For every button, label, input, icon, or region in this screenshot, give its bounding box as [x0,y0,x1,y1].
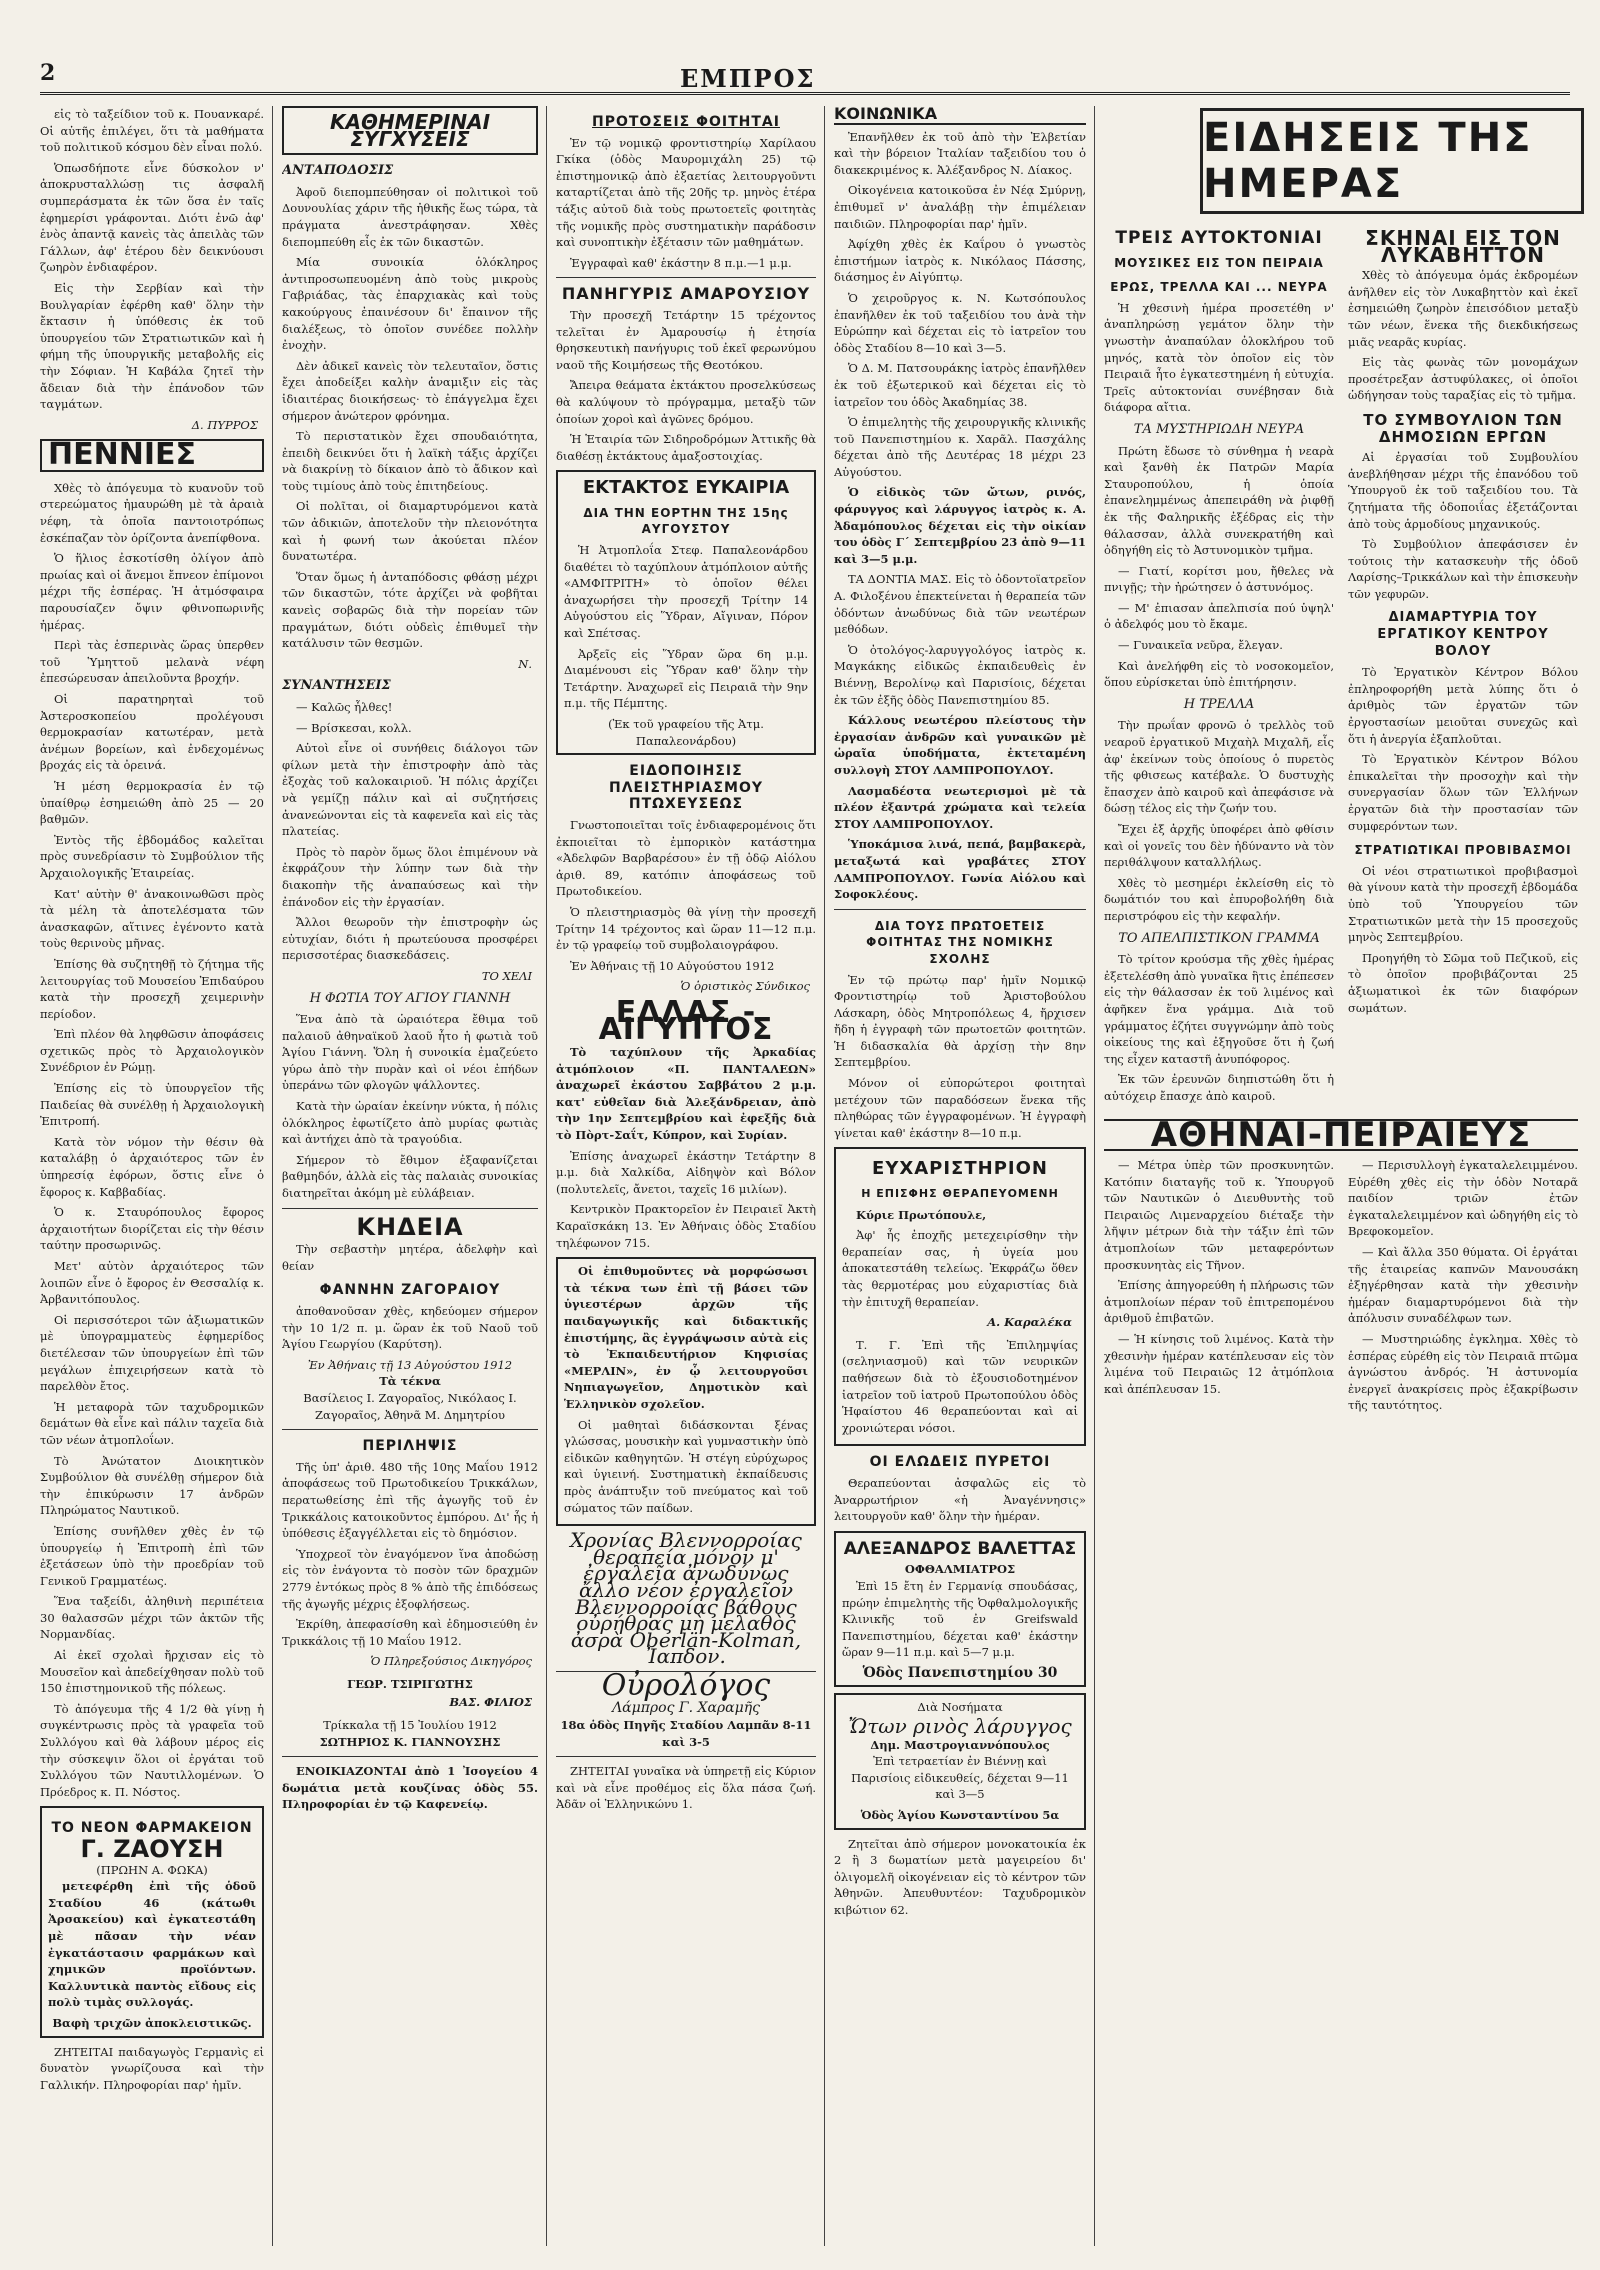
article-text: Ἐπὶ πλέον θὰ ληφθῶσιν ἀποφάσεις σχετικῶς πρὸς τὸ Ἀρχαιολογικὸν Συνέδριον ἐν Ρώμῃ. [40,1027,264,1075]
ad-body: Ἐπὶ τετραετίαν ἐν Βιέννῃ καὶ Παρισίοις εἰδικευθείς, δέχεται 9—11 καὶ 3—5 [851,1754,1069,1802]
ent-ad [834,1693,1086,1829]
article-text: Τὸ Συμβούλιον ἀπεφάσισεν ἐν τούτοις τὴν κατασκευὴν τῆς ὁδοῦ Λαρίσης–Τρικκάλων καὶ τὴν ἐπισκευὴν τῶν γεφυρῶν. [1348,537,1578,601]
article-text: Πρώτη ἔδωσε τὸ σύνθημα ἡ νεαρὰ καὶ ξανθὴ ἐκ Πατρῶν Μαρία Σταυροπούλου, ἡ ὁποία ἐπανελημμένως ἀπεπειράθη νὰ ῥιφθῇ ἐκ τῆς Φαληρικῆς ἐξέδρας εἰς τὴν θάλασσαν, ἀλλὰ συνεκρατήθη καὶ ὁδηγήθη εἰς τὸ Ἀστυνομικὸν τμῆμα. [1104,443,1334,558]
ad-body: Κεντρικὸν Πρακτορεῖον ἐν Πειραιεῖ Ἀκτὴ Καραϊσκάκη 13. Ἐν Ἀθήναις ὁδὸς Σταδίου τηλέφωνον 715. [556,1202,816,1250]
section-title-pennies: ΠΕΝΝΙΕΣ [40,439,264,472]
article-text: Ὁ πλειστηριασμὸς θὰ γίνῃ τὴν προσεχῆ Τρίτην 14 τρέχοντος καὶ ὥραν 11—12 π.μ. ἐν τῷ γραφείῳ τοῦ συμβολαιογράφου. [556,904,816,953]
article-text: Ὁ ἥλιος ἐσκοτίσθη ὀλίγον ἀπὸ πρωίας καὶ οἱ ἄνεμοι ἔπνεον ἐπίμονοι μέχρι τῆς ἑσπέρας. Ἡ ἀτμόσφαιρα παρουσίαζεν ὄψιν φθινοπωρινῆς ἡμέρας. [40,551,264,632]
article-text: — Καὶ ἄλλα 350 θύματα. Οἱ ἐργάται τῆς ἑταιρείας καπνῶν Μανουσάκη ἐξηγέρθησαν κατὰ τὴν χθεσινὴν ἡμέραν διαμαρτυρόμενοι διὰ τὴν ἀπόλυσιν συναδέλφων των. [1348,1245,1578,1326]
article-text: Ἐπανῆλθεν ἐκ τοῦ ἀπὸ τὴν Ἑλβετίαν καὶ τὴν βόρειον Ἰταλίαν ταξειδίου του ὁ διακεκριμένος κ. Ἀλέξανδρος Ν. Δίακος. [834,129,1086,177]
urologist-address: 18α ὁδὸς Πηγῆς Σταδίου Λαμπᾶν 8-11 καὶ 3-5 [560,1718,812,1749]
ad-subtitle: Διὰ Νοσήματα [917,1700,1003,1715]
classified-ad: Ζητεῖται ἀπὸ σήμερον μονοκατοικία ἐκ 2 ἢ 3 δωματίων μετὰ μαγειρείου δι' ὀλιγομελῆ οἰκογένειαν εἰς τὸ κέντρον τῶν Ἀθηνῶν. Ἀπευθυντέον: Ταχυδρομικὸν κιβώτιον 62. [834,1836,1086,1917]
article-subtitle: ΜΟΥΣΙΚΕΣ ΕΙΣ ΤΟΝ ΠΕΙΡΑΙΑ [1114,255,1324,270]
article-text: Οἱ παρατηρηταὶ τοῦ Ἀστεροσκοπείου προλέγουσι θερμοκρασίαν κατωτέραν, μετὰ ἀνέμων βορείων, καὶ ἐνδεχομένως βροχάς εἰς τὰ ὀρεινά. [40,692,264,773]
ad-title: Ὤτων ρινὸς λάρυγγος [848,1714,1072,1739]
article-text: Σήμερον τὸ ἔθιμον ἐξαφανίζεται βαθμηδόν, ἀλλὰ εἰς τὰς παλαιὰς συνοικίας διατηρεῖται ἀκόμη μὲ εὐλάβειαν. [282,1152,538,1201]
ad-address: Ὁδὸς Πανεπιστημίου 30 [862,1664,1058,1681]
clinic-ad: Χρονίας Βλεννορροίας θεραπεία μόνον μ' ἐργαλεῖα ἀνωδύνως ἄλλο νέον ἐργαλεῖον Βλεννορροίας βάθους οὐρήθρας μὴ μελαθὸς ἀσρὰ Oberlän-Kolman, Ἰαπδον. [570,1528,802,1669]
article-text: Ἐν τῷ νομικῷ φροντιστηρίῳ Χαρίλαου Γκίκα (ὁδὸς Μαυρομιχάλη 25) τῷ ἐπιστημονικῷ ἀπὸ ἐξαετίας λειτουργοῦντι καταρτίζεται ἀπὸ τῆς 20ῆς τρ. μηνὸς ἑτέρα τάξις αὐτοῦ διὰ τοὺς πρωτοετεῖς φοιτητὰς τῆς νομικῆς πρὸς συστηματικὴν παράδοσιν καὶ συνοπτικὴν ἐξέτασιν τῶν μαθημάτων. [556,135,816,250]
article-text: Αἱ ἐκεῖ σχολαὶ ἤρχισαν εἰς τὸ Μουσεῖον καὶ ἀπεδείχθησαν πολὺ τοῦ 150 ἐπιστημονικοῦ τῆς πόλεως. [40,1648,264,1696]
article-text: Θεραπεύονται ἀσφαλῶς εἰς τὸ Ἀναρρωτήριον «ἡ Ἀναγέννησις» λειτουργοῦν καθ' ὅλην τὴν ἡμέραν. [834,1475,1086,1524]
article-text: Εἰς τὰς φωνὰς τῶν μονομάχων προσέτρεξαν ἀστυφύλακες, οἱ ὁποῖοι ὡδήγησαν τοὺς ταραξίας εἰς τὸ τμῆμα. [1348,355,1578,403]
article-title: ΠΑΝΗΓΥΡΙΣ ΑΜΑΡΟΥΣΙΟΥ [561,284,811,304]
article-title: ΔΙΑ ΤΟΥΣ ΠΡΩΤΟΕΤΕΙΣ ΦΟΙΤΗΤΑΣ ΤΗΣ ΝΟΜΙΚΗΣ ΣΧΟΛΗΣ [866,918,1054,966]
article-text: Προηγήθη τὸ Σῶμα τοῦ Πεζικοῦ, εἰς τὸ ὁποῖον προβιβάζονται 25 ἀξιωματικοὶ ἐκ τῶν διαφόρων σωμάτων. [1348,950,1578,1015]
funeral-names: Βασίλειος Ι. Ζαγοραῖος, Νικόλαος Ι. Ζαγοραῖος, Ἀθηνᾶ Μ. Δημητρίου [303,1390,517,1422]
article-title: ΕΙΔΟΠΟΙΗΣΙΣ ΠΛΕΙΣΤΗΡΙΑΣΜΟΥ ΠΤΩΧΕΥΣΕΩΣ [609,763,763,813]
article-text: Αἱ ἐργασίαι τοῦ Συμβουλίου ἀνεβλήθησαν μέχρι τῆς ἐπανόδου τοῦ Ὑπουργοῦ ἐκ τοῦ ταξειδίου του. Τὰ ζητήματα τῆς ὁδοποιΐας ἐξετάζονται ἀπὸ τοὺς ἁρμοδίους μηχανικούς. [1348,450,1578,531]
article-text: Ἐκ τῶν ἐρευνῶν διηπιστώθη ὅτι ἡ αὐτόχειρ ἔπασχε ἀπὸ καιροῦ. [1104,1072,1334,1103]
article-text: Εἰς τὴν Σερβίαν καὶ τὴν Βουλγαρίαν ἐφέρθη καθ' ὅλην τὴν ἔκτασιν ἡ ὑπόθεσις ἐκ τοῦ ὑπουργείου τῶν Στρατιωτικῶν καὶ ἡ φήμη τῆς ὑπουργικῆς μεταβολῆς εἰς τὴν Σόφιαν. Ἡ Καβάλα ζητεῖ τὴν ἄδειαν διὰ τὴν ἐπάνοδον τῶν ταγμάτων. [40,280,264,412]
news-right [1348,222,1578,1109]
article-text: Ἄπειρα θεάματα ἐκτάκτου προσελκύσεως θὰ καλύψουν τὸ πρόγραμμα, μεταξὺ τῶν ὁποίων χοροὶ καὶ ἀγῶνες δρόμου. [556,378,816,426]
article-text: Ἡ Ἑταιρία τῶν Σιδηροδρόμων Ἀττικῆς θὰ διαθέσῃ ἐκτάκτους ἁμαξοστοιχίας. [556,432,816,463]
proclamation-title: ΠΕΡΙΛΗΨΙΣ [362,1438,458,1455]
page-number: 2 [40,60,56,86]
section-title-athens-piraeus: ΑΘΗΝΑΙ-ΠΕΙΡΑΙΕΥΣ [1104,1119,1578,1152]
article-text: Χθὲς τὸ ἀπόγευμα ὁμάς ἐκδρομέων ἀνῆλθεν εἰς τὸν Λυκαβηττὸν καὶ ἐκεῖ ἐσημειώθη ζωηρὸν ἐπεισόδιον μεταξὺ τῶν νέων, ἕνεκα τῆς διεκδικήσεως μιᾶς νεαρᾶς κυρίας. [1348,268,1578,349]
funeral-name: ΦΑΝΝΗΝ ΖΑΓΟΡΑΙΟΥ [319,1282,501,1299]
article-text: Τῆς ὑπ' ἀριθ. 480 τῆς 10ης Μαΐου 1912 ἀποφάσεως τοῦ Πρωτοδικείου Τρικκάλων, περατωθείσης ἐπὶ τῆς ἀγωγῆς τοῦ ἐν Τρικκάλοις κατοικοῦντος ἐμπόρου. Δι' ἧς ἡ ὑπόθεσις ἐξαγγέλλεται εἰς τὸ δημόσιον. [282,1459,538,1541]
article-title: ΣΤΡΑΤΙΩΤΙΚΑΙ ΠΡΟΒΙΒΑΣΜΟΙ [1354,843,1572,858]
ad-address: Ὁδὸς Ἁγίου Κωνσταντίνου 5α [860,1808,1060,1823]
signature-name: ΣΩΤΗΡΙΟΣ Κ. ΓΙΑΝΝΟΥΣΗΣ [319,1734,501,1749]
column-rule [546,106,547,2246]
article-text: Οἱ νέοι στρατιωτικοὶ προβιβασμοὶ θὰ γίνουν κατὰ τὴν προσεχῆ ἑβδομάδα ὑπὸ τοῦ Ὑπουργείου τῶν Στρατιωτικῶν μετὰ τὴν 15 προσεχοῦς μηνὸς Σεπτεμβρίου. [1348,863,1578,945]
notice-text: Κύριε Πρωτόπουλε, [856,1207,987,1222]
article-text: εἰς τὸ ταξείδιον τοῦ κ. Πουανκαρέ. Οἱ αὐτῆς ἐπιλέγει, ὅτι τὰ μαθήματα τοῦ πολιτικοῦ κόσμου δὲν εἶναι πολύ. [40,107,264,155]
article-text: Ὑποχρεοῖ τὸν ἐναγόμενον ἵνα ἀποδώσῃ εἰς τὸν ἐνάγοντα τὸ ποσὸν τῶν δραχμῶν 2779 ἐντόκως πρὸς 8 % ἀπὸ τῆς ἐπιδόσεως τῆς ἀγωγῆς μέχρις ἐξοφλήσεως. [282,1546,538,1611]
article-text: Τὴν πρωΐαν φρονῶ ὁ τρελλὸς τοῦ νεαροῦ ἐργατικοῦ Μιχαὴλ Μιχαλῆ, εἷς ἀφ' ἑκείνων τοὺς ὁποίους ὁ πυρετὸς τῆς φθισεως κατέβαλε. Ὁ δυστυχὴς ἔπασχεν ἀπὸ καιροῦ καὶ ἀπεφάσισε νὰ δώσῃ τέλος εἰς τὴν ζωήν του. [1104,718,1334,816]
classified-ad: ΖΗΤΕΙΤΑΙ γυναῖκα νὰ ὑπηρετῇ εἰς Κύριον καὶ νὰ εἶνε προθέμος εἰς ὅλα πάσα ζωή. Ἀδᾶν οἱ Ἐλληνικώνυ 1. [556,1764,816,1812]
article-text: — Ἡ κίνησις τοῦ λιμένος. Κατὰ τὴν χθεσινὴν ἡμέραν κατέπλευσαν εἰς τὸν λιμένα τοῦ Πειραιῶς 12 ἀτμόπλοια καὶ ἀπέπλευσαν 15. [1104,1332,1334,1396]
article-text: Χθὲς τὸ μεσημέρι ἐκλείσθη εἰς τὸ δωμάτιόν του καὶ ἐπυροβολήθη διὰ περιστρόφου εἰς τὴν κεφαλήν. [1104,875,1334,923]
article-text: Ὁ εἰδικὸς τῶν ὤτων, ρινός, φάρυγγος καὶ λάρυγγος ἰατρὸς κ. Α. Ἀδαμόπουλος δέχεται εἰς τὴν οἰκίαν του ὁδὸς Γ΄ Σεπτεμβρίου 23 ἀπὸ 9—11 καὶ 3—5 μ.μ. [834,485,1086,566]
divider [556,1756,816,1757]
urologist-name: Λάμπρος Γ. Χαραμῆς [612,1700,760,1717]
article-text: Ἐπίσης εἰς τὸ ὑπουργεῖον τῆς Παιδείας θὰ συνέλθῃ ἡ Ἀρχαιολογικὴ Ἐπιτροπή. [40,1081,264,1129]
ad-name: ΑΛΕΞΑΝΔΡΟΣ ΒΑΛΕΤΤΑΣ [843,1538,1077,1559]
article-text: Χθὲς τὸ ἀπόγευμα τὸ κυανοῦν τοῦ στερεώματος ἠμαυρώθη μὲ τὰ ἀραιὰ νέφη, τὰ ὁποῖα παντοιοτρόπως ἐσκέπαζαν τὸν ὁρίζοντα ἀνεπίφθονα. [40,480,264,545]
news-columns [1104,222,1578,1109]
top-rule [40,92,1570,95]
article-text: Οἰκογένεια κατοικοῦσα ἐν Νέᾳ Σμύρνῃ, ἐπιθυμεῖ ν' ἀναλάβῃ τὴν ἐπιμέλειαν παιδιῶν. Πληροφορίαι παρ' ἡμῖν. [834,183,1086,231]
article-title: ΣΚΗΝΑΙ ΕΙΣ ΤΟΝ ΛΥΚΑΒΗΤΤΟΝ [1365,226,1561,267]
article-text: Ὅταν ὅμως ἡ ἀνταπόδοσις φθάσῃ μέχρι τῶν δικαστῶν, τότε ἀρχίζει νὰ φοβῆται κανεὶς σοβαρῶς διὰ τὴν πορείαν τῶν πραγμάτων, διότι οὐδεὶς ἐπιθυμεῖ τὴν κατάλυσιν τῶν θεσμῶν. [282,569,538,651]
masthead: ΕΜΠΡΟΣ [680,64,816,93]
notice-text: Τ. Γ. Ἐπὶ τῆς Ἐπιλημψίας (σεληνιασμοῦ) καὶ τῶν νευρικῶν παθήσεων διὰ τὸ ἐξουσιοδοτημένον ἰατρεῖον τοῦ ἰατροῦ Πρωτοπούλου ὁδὸς Ἡφαίστου 46 θεραπεύονται καὶ αἱ χρονιώτεραι νόσοι. [842,1337,1078,1435]
article-text: Τὸ ἀπόγευμα τῆς 4 1/2 θὰ γίνῃ ἡ συγκέντρωσις πρὸς τὰ γραφεῖα τοῦ Συλλόγου καὶ θὰ λάβουν μέρος εἰς τὴν σύσκεψιν ὅλοι οἱ ἐργάται τοῦ Συλλόγου τῶν Ναυτιλλομένων. Ὁ Πρόεδρος κ. Π. Νόστος. [40,1701,264,1799]
ad-title: ΕΚΤΑΚΤΟΣ ΕΥΚΑΙΡΙΑ [582,477,790,499]
article-title: ΠΡΟΤΟΣΕΙΣ ΦΟΙΤΗΤΑΙ [592,114,780,130]
article-text: Κάλλους νεωτέρου πλείστους τὴν ἐργασίαν ἀνδρῶν καὶ γυναικῶν μὲ ὡραῖα ὑποδήματα, ἐκτεταμένη συλλογὴ ΣΤΟΥ ΛΑΜΠΡΟΠΟΥΛΟΥ. [834,713,1086,777]
article-text: Ἐκρίθη, ἀπεφασίσθη καὶ ἐδημοσιεύθη ἐν Τρικκάλοις τῇ 10 Μαΐου 1912. [282,1617,538,1648]
article-subtitle: Η ΦΩΤΙΑ ΤΟΥ ΑΓΙΟΥ ΓΙΑΝΝΗ [309,990,511,1006]
classified-ad: ΕΝΟΙΚΙΑΖΟΝΤΑΙ ἀπὸ 1 Ἰσογείου 4 δωμάτια μετὰ κουζίνας ὁδὸς 55. Πληροφορίαι ἐν τῷ Καφενείῳ. [282,1764,538,1812]
ophthalmologist-ad [834,1531,1086,1688]
signature: Ὁ ὁριστικὸς Σύνδικος [680,979,810,994]
article-text: Τὴν προσεχῆ Τετάρτην 15 τρέχοντος τελεῖται ἐν Ἀμαρουσίῳ ἡ ἐτησία θρησκευτικὴ πανήγυρις τοῦ ἐκεῖ φερωνύμου ναοῦ τῆς Κοιμήσεως τῆς Θεοτόκου. [556,307,816,372]
article-subtitle: ΕΡΩΣ, ΤΡΕΛΛΑ ΚΑΙ ... ΝΕΥΡΑ [1110,280,1328,295]
article-text: Ἕνα ταξείδι, ἀληθινὴ περιπέτεια 30 θαλασσῶν μέχρι τῶν ἀκτῶν τῆς Νορμανδίας. [40,1594,264,1642]
signature: Α. Καραλέκα [987,1315,1072,1330]
article-text: Ἐπίσης ἀπηγορεύθη ἡ πλήρωσις τῶν ἀτμοπλοίων πέραν τοῦ ἐπιτρεπομένου ἀριθμοῦ ἐπιβατῶν. [1104,1278,1334,1326]
ad-body: μετεφέρθη ἐπὶ τῆς ὁδοῦ Σταδίου 46 (κάτωθι Ἀρσακείου) καὶ ἐγκατεστάθη μὲ πᾶσαν τὴν νέαν ἐγκατάστασιν φαρμάκων καὶ χημικῶν προϊόντων. Καλλυντικὰ παντὸς εἴδους εἰς πολὺ τιμὰς συλλογάς. [48,1879,256,2010]
article-text: Ἡ μεταφορὰ τῶν ταχυδρομικῶν δεμάτων θὰ εἶνε καὶ πάλιν ταχεῖα διὰ τῶν νέων ἀτμοπλοΐων. [40,1399,264,1447]
news-left [1104,222,1334,1109]
article-text: Καὶ ἀνελήφθη εἰς τὸ νοσοκομεῖον, ὅπου εὑρίσκεται ὑπὸ ἐπιτήρησιν. [1104,658,1334,690]
article-text: Κατὰ τὴν ὡραίαν ἐκείνην νύκτα, ἡ πόλις ὁλόκληρος ἐφωτίζετο ἀπὸ μυρίας φωτιὰς καὶ ἀντήχει ἀπὸ τὰ τραγούδια. [282,1099,538,1147]
notice-subtitle: Η ΕΠΙΣΦΗΣ ΘΕΡΑΠΕΥΟΜΕΝΗ [861,1187,1059,1201]
ad-title-egypt: ΕΛΛΑΣ - ΑΙΓΥΠΤΟΣ [598,994,774,1047]
article-text: ΤΑ ΔΟΝΤΙΑ ΜΑΣ. Εἰς τὸ ὀδοντοϊατρεῖον Α. Φιλοξένου ἐπεκτείνεται ἡ θεραπεία τῶν ὀδόντων ἀνωδύνως διὰ τῶν νεωτέρων μεθόδων. [834,572,1086,637]
article-text: Ὑποκάμισα λινά, πεπά, βαμβακερὰ, μεταξωτά καὶ γραβάτες ΣΤΟΥ ΛΑΜΠΡΟΠΟΥΛΟΥ. Γωνία Αἰόλου καὶ Σοφοκλέους. [834,837,1086,902]
divider [282,1208,538,1209]
article-text: Περὶ τὰς ἑσπερινὰς ὥρας ὑπερθεν τοῦ Ὑμηττοῦ μελανὰ νέφη ἐπεσώρευσαν ἀπειλοῦντα βροχήν. [40,638,264,686]
divider [282,1429,538,1430]
article-text: Ἐγγραφαὶ καθ' ἑκάστην 8 π.μ.—1 μ.μ. [570,255,792,270]
school-ad [556,1257,816,1526]
article-text: — Μυστηριώδης ἐγκλημα. Χθὲς τὸ ἑσπέρας εὑρέθη εἰς τὸν Πειραιᾶ πτῶμα ἀγνώστου ἀνδρός. Ἡ ἀστυνομία ἐνεργεῖ ἀνακρίσεις πρὸς ἐξακρίβωσιν τῆς ταυτότητος. [1348,1332,1578,1413]
ad-footer: Βαφὴ τριχῶν ἀποκλειστικῶς. [52,2015,252,2030]
ad-title: ΤΟ ΝΕΟΝ ΦΑΡΜΑΚΕΙΟΝ [51,1820,253,1837]
ad-body: Οἱ μαθηταὶ διδάσκονται ξένας γλώσσας, μουσικὴν καὶ γυμναστικὴν ὑπὸ εἰδικῶν καθηγητῶν. Ἡ στέγη εὐρύχωρος καὶ ὑγιεινή. Συστηματικὴ ἐκπαίδευσις πρὸς ἀνάπτυξιν τοῦ πνεύματος καὶ τοῦ σώματος τῶν παίδων. [564,1417,808,1515]
article-text: Τὸ Ἀνώτατον Διοικητικὸν Συμβούλιον θὰ συνέλθῃ σήμερον διὰ τὴν ἐπικύρωσιν 17 ἀνδρῶν Πληρώματος Ναυτικοῦ. [40,1453,264,1518]
ad-subtitle: ΔΙΑ ΤΗΝ ΕΟΡΤΗΝ ΤΗΣ 15ης ΑΥΓΟΥΣΤΟΥ [583,505,789,537]
ad-body: Ἐπίσης ἀναχωρεῖ ἐκάστην Τετάρτην 8 μ.μ. διὰ Χαλκίδα, Αἰδηψὸν καὶ Βόλον (πολυτελεῖς, ἄνετοι, ταχεῖς 16 μιλίων). [556,1148,816,1196]
article-text: — Περισυλλογὴ ἐγκαταλελειμμένου. Εὑρέθη χθὲς εἰς τὴν ὁδὸν Νοταρᾶ παιδίον τριῶν ἐτῶν ἐγκαταλελειμμένον καὶ ὡδηγήθη εἰς τὸ Βρεφοκομεῖον. [1348,1158,1578,1239]
signature-name: ΓΕΩΡ. ΤΣΙΡΙΓΩΤΗΣ [347,1676,473,1691]
article-text: Ὁ ὀτολόγος-λαρυγγολόγος ἰατρὸς κ. Μαγκάκης εἰδικῶς ἐκπαιδευθεὶς ἐν Βιέννῃ, Βερολίνῳ καὶ Παρισίοις, δέχεται ἐκ τῶν ἐξῆς ὁδὸς Πανεπιστημίου 85. [834,642,1086,707]
divider [556,277,816,278]
article-text: Ὁ κ. Σταυρόπουλος ἔφορος ἀρχαιοτήτων διορίζεται εἰς τὴν θέσιν ταύτην προσωρινῶς. [40,1205,264,1253]
column-4 [834,106,1086,2246]
column-1 [40,106,264,2246]
article-text: Τὸ Ἐργατικὸν Κέντρον Βόλου ἐπικαλεῖται τὴν προσοχὴν καὶ τὴν συνεργασίαν ὅλων τῶν Ἑλλήνων ἐργατῶν διὰ τὴν προστασίαν τῶν συμφερόντων των. [1348,752,1578,833]
signature: Δ. ΠΥΡΡΟΣ [191,417,258,432]
article-text: Τὴν σεβαστὴν μητέρα, ἀδελφὴν καὶ θείαν [282,1242,538,1273]
article-text: Μόνον οἱ εὐπορώτεροι φοιτηταὶ μετέχουν τῶν παραδόσεων ἕνεκα τῆς πληθώρας τῶν ἐγγραφομένων. Ἡ ἐγγραφὴ γίνεται καθ' ἑκάστην 8—10 π.μ. [834,1076,1086,1140]
funeral-title: ΚΗΔΕΙΑ [356,1212,464,1241]
article-subtitle: ΑΝΤΑΠΟΔΟΣΙΣ [282,163,394,179]
article-text: Δὲν ἀδικεῖ κανεὶς τὸν τελευταῖον, ὅστις ἔχει ἀποδείξει καλὴν ἀναμιξιν εἰς τὰς ἰδιαιτέρας διοικήσεως· τὸ ἐπάγγελμα ἔχει σήμερον ἀνώτερον φρόνημα. [282,358,538,423]
article-text: — Καλῶς ἦλθες! [296,700,393,714]
article-text: — Μ' ἐπιασαν ἀπελπισία πού ὑψηλ' ὁ ἀδελφός μου τὸ ἔκαμε. [1104,600,1334,632]
article-text: Ἐν τῷ πρώτῳ παρ' ἡμῖν Νομικῷ Φροντιστηρίῳ τοῦ Ἀριστοβούλου Λάσκαρη, ὁδὸς Μητροπόλεως 4, ἤρχισεν ἤδη ἡ ἐγγραφὴ τῶν πρωτοετῶν φοιτητῶν. Ἡ διδασκαλία θὰ ἀρχίσῃ τὴν 8ην Σεπτεμβρίου. [834,972,1086,1070]
article-text: Ἔχει ἐξ ἀρχῆς ὑποφέρει ἀπὸ φθίσιν καὶ οἱ γονεῖς του δὲν ἠδύναντο νὰ τὸν περιθάλψουν καταλλήλως. [1104,822,1334,870]
article-text: Τὸ Ἐργατικὸν Κέντρον Βόλου ἐπληροφορήθη μετὰ λύπης ὅτι ὁ ἀριθμὸς τῶν ἐργατῶν τῶν ἐργοστασίων μειοῦται συνεχῶς καὶ ὅτι ἡ ἀνεργία ἐξαπλοῦται. [1348,665,1578,746]
column-rule [1094,106,1095,2246]
divider [834,909,1086,910]
article-text: ἀποθανοῦσαν χθὲς, κηδεύομεν σήμερον τὴν 10 1/2 π. μ. ὥραν ἐκ τοῦ Ναοῦ τοῦ Ἁγίου Γεωργίου (Καρύτση). [282,1304,538,1352]
divider [282,1756,538,1757]
pharmacy-ad [40,1806,264,2037]
article-text: Ἐπίσης συνῆλθεν χθὲς ἐν τῷ ὑπουργείῳ ἡ Ἐπιτροπὴ ἐπὶ τῶν ἐξετάσεων ὑπὸ τὴν προεδρίαν τοῦ Γενικοῦ Γραμματέως. [40,1523,264,1588]
article-title: ΤΡΕΙΣ ΑΥΤΟΚΤΟΝΙΑΙ [1115,228,1323,248]
article-title: ΤΟ ΣΥΜΒΟΥΛΙΟΝ ΤΩΝ ΔΗΜΟΣΙΩΝ ΕΡΓΩΝ [1363,410,1563,446]
column-2 [282,106,538,2246]
signature: Ν. [518,656,532,671]
ad-body: Τὸ ταχύπλουν τῆς Ἀρκαδίας ἀτμόπλοιον «Π. ΠΑΝΤΑΛΕΩΝ» ἀναχωρεῖ ἐκάστου Σαββάτου 2 μ.μ. κατ' εὐθεῖαν διὰ Ἀλεξάνδρειαν, ἀπὸ τὴν 1ην Σεπτεμβρίου καὶ ἐφεξῆς διὰ τὸ Πὸρτ-Σαΐτ, Κύπρον, καὶ Συρίαν. [556,1045,816,1143]
classified-ad: ΖΗΤΕΙΤΑΙ παιδαγωγὸς Γερμανὶς εἰ δυνατὸν γνωρίζουσα καὶ τὴν Γαλλικήν. Πληροφορίαι παρ' ἡμῖν. [40,2044,264,2092]
ad-body: Ἐπὶ 15 ἔτη ἐν Γερμανίᾳ σπουδάσας, πρώην ἐπιμελητὴς τῆς Ὀφθαλμολογικῆς Κλινικῆς τοῦ ἐν Greifswald Πανεπιστημίου, δέχεται καθ' ἑκάστην ὥραν 9—11 π.μ. καὶ 5—7 μ.μ. [842,1578,1078,1660]
article-text: Ὁ χειροῦργος κ. Ν. Κωτσόπουλος ἐπανῆλθεν ἐκ τοῦ ταξειδίου του ἀνὰ τὴν Εὐρώπην καὶ δέχεται εἰς τὸ ἰατρεῖον του ὁδὸς Σταδίου 8—10 καὶ 3—5. [834,290,1086,355]
ad-subtitle: ΟΦΘΑΛΜΙΑΤΡΟΣ [904,1562,1016,1577]
funeral-sign: Τὰ τέκνα [379,1374,441,1389]
article-text: Ἡ χθεσινὴ ἡμέρα προσετέθη ν' ἀναπληρώσῃ γεμάτον ὅλην τὴν γνωστὴν ἀναπαύλαν ὀλοκλήρου τοῦ μηνός, κατὰ τὸν ὁποῖον εἰς τὸν Πειραιᾶ ἦτο ἐγκατεστημένη ἡ εὐτυχία. Τρεῖς αὐτοκτονίαι συνέβησαν διὰ διάφορα αἴτια. [1104,300,1334,415]
ad-name: Γ. ΖΑΟΥΣΗ [80,1835,224,1863]
signature-name: ΒΑΣ. ΦΙΛΙΟΣ [449,1695,532,1710]
article-title: ΔΙΑΜΑΡΤΥΡΙΑ ΤΟΥ ΕΡΓΑΤΙΚΟΥ ΚΕΝΤΡΟΥ ΒΟΛΟΥ [1377,610,1549,659]
article-text: — Γιατί, κορίτσι μου, ἤθελες νὰ πνιγῇς; τὴν ἠρώτησεν ὁ ἀστυνόμος. [1104,563,1334,595]
article-text: Ἐπίσης θὰ συζητηθῇ τὸ ζήτημα τῆς λειτουργίας τοῦ Μουσείου Ἐπιδαύρου κατὰ τὴν προσεχῆ χειμερινὴν περίοδον. [40,956,264,1021]
article-text: Ἀφίχθη χθὲς ἐκ Καΐρου ὁ γνωστὸς ἐπιστήμων ἰατρὸς κ. Νικόλαος Πάσσης, διάσημος ἐν Αἰγύπτῳ. [834,237,1086,285]
ad-body: Ἀρξεῖς εἰς Ὕδραν ὥρα 6η μ.μ. Διαμένουσι εἰς Ὕδραν καθ' ὅλην τὴν Τετάρτην. Ἀναχωρεῖ εἰς Πειραιᾶ τὴν 9ην π.μ. τῆς Πέμπτης. [564,646,808,711]
article-text: Κατ' αὐτὴν θ' ἀνακοινωθῶσι πρὸς τὰ μέλη τὰ ἀποτελέσματα τῶν ἀνασκαφῶν, αἵτινες ἐγένοντο κατὰ τοὺς θερινοὺς μῆνας. [40,886,264,951]
article-text: — Μέτρα ὑπὲρ τῶν προσκυνητῶν. Κατόπιν διαταγῆς τοῦ κ. Ὑπουργοῦ τῶν Ναυτικῶν ὁ Διευθυντὴς τοῦ Πειραιῶς Λιμεναρχείου διέταξε τὴν λῆψιν μέτρων διὰ τὴν τάξιν ἐπὶ τῶν ἀτμοπλοίων τῶν μεταφερόντων προσκυνητὰς εἰς Τῆνον. [1104,1158,1334,1272]
signature: Ὁ Πληρεξούσιος Δικηγόρος [370,1654,532,1669]
ad-name: Δημ. Μαστρογιαννόπουλος [870,1737,1050,1752]
ad-body: Οἱ ἐπιθυμοῦντες νὰ μορφώσωσι τὰ τέκνα των ἐπὶ τῇ βάσει τῶν ὑγιεστέρων ἀρχῶν τῆς παιδαγωγικῆς καὶ διδακτικῆς ἐπιστήμης, ἂς ἐγγράψωσιν αὐτὰ εἰς τὸ Ἐκπαιδευτήριον Κηφισίας «ΜΕΡΛΙΝ», ἐν ᾧ λειτουργοῦσι Νηπιαγωγεῖον, Δημοτικὸν καὶ Ἑλληνικὸν σχολεῖον. [564,1264,808,1411]
article-text: — Γυναικεῖα νεῦρα, ἔλεγαν. [1118,638,1283,653]
ferry-ad [556,470,816,755]
ad-subtitle: (ΠΡΩΗΝ Α. ΦΩΚΑ) [96,1862,208,1877]
column-rule [824,106,825,2246]
article-text: Τὸ τρίτον κρούσμα τῆς χθὲς ἡμέρας ἐξετελέσθη ἀπὸ γυναῖκα ἣτις ἐπέπεσεν εἰς τὴν θάλασσαν ἐκ τοῦ λιμένος καὶ ἀφῆκεν ἕνα γράμμα. Διὰ τοῦ γράμματος ἐζήτει συγγνώμην ἀπὸ τοὺς οἰκείους της καὶ ἐξηγοῦσε ὅτι ἡ ζωή της εἶχεν καταστῆ ἀνυπόφορος. [1104,952,1334,1066]
article-text: Ὁ ἐπιμελητὴς τῆς χειρουργικῆς κλινικῆς τοῦ Πανεπιστημίου κ. Χαρᾶλ. Πασχάλης δέχεται ἀπὸ τῆς Δευτέρας 18 μέχρι 23 Αὐγούστου. [834,415,1086,479]
article-text: Λασμαδέστα νεωτερισμοὶ μὲ τὰ πλέον ἐξαντρά χρώματα καὶ τελεία ΣΤΟΥ ΛΑΜΠΡΟΠΟΥΛΟΥ. [834,783,1086,831]
athens-piraeus-columns [1104,1157,1578,1414]
column-3 [556,106,816,2246]
article-text: Ὁπωσδήποτε εἶνε δύσκολον ν' ἀποκρυσταλλώσῃ τις ἀσφαλῆ συμπεράσματα ἐκ τῶν ὅσα ἐν ταῖς ἐφημερίσι γράφονται. Διότι ἐνῶ ἀφ' ἑνὸς ἀπαντᾷ κανεὶς τὰς ἀπειλὰς τῶν Γάλλων, ἀφ' ἑτέρου δὲν δεικνύουσι ζωηρὸν ἐνδιαφέρον. [40,160,264,275]
funeral-date: Ἐν Ἀθήναις τῇ 13 Αὐγούστου 1912 [307,1357,513,1372]
section-title-social: ΚΟΙΝΩΝΙΚΑ [834,106,1086,125]
article-text: Μία συνοικία ὁλόκληρος ἀντιπροσωπευομένη ἀπὸ τοὺς μικροὺς Γαβριάδας, τὰς ἐπαρχιακὰς καὶ τοὺς κακούργους ἐπαινέσουν δι' ἔπαινον τῆς διαλέξεως, τὸ ὁποῖον συνέδεε πολλὴν ἐνοχὴν. [282,255,538,353]
article-subtitle: ΣΥΝΑΝΤΗΣΕΙΣ [282,678,391,694]
article-text: Πρὸς τὸ παρὸν ὅμως ὅλοι ἐπιμένουν νὰ ἐκφράζουν τὴν λύπην των διὰ τὴν διακοπὴν τῆς ἀναπαύσεως καὶ τὴν ἐπάνοδον εἰς τὴν ἐργασίαν. [282,844,538,909]
notice-title: ΕΥΧΑΡΙΣΤΗΡΙΟΝ [872,1158,1048,1180]
article-subtitle: ΤΑ ΜΥΣΤΗΡΙΩΔΗ ΝΕΥΡΑ [1133,421,1305,437]
section-title-daily: ΚΑΘΗΜΕΡΙΝΑΙ ΣΥΓΧΥΣΕΙΣ [282,106,538,155]
article-text: Ἡ μέση θερμοκρασία ἐν τῷ ὑπαίθρῳ ἐσημειώθη ἀπὸ 25 — 20 βαθμῶν. [40,778,264,827]
article-text: Οἱ πολῖται, οἱ διαμαρτυρόμενοι κατὰ τῶν ἀδικιῶν, ἀποτελοῦν τὴν πλειονότητα καὶ ἡ φωνή των ἀκούεται πλέον δυνατωτέρα. [282,499,538,564]
article-text: Ἐντὸς τῆς ἑβδομάδος καλεῖται πρὸς συνεδρίασιν τὸ Συμβούλιον τῆς Ἀρχαιολογικῆς Ἑταιρείας. [40,832,264,880]
urologist-ad-title: Οὐρολόγος [601,1667,771,1703]
notice-text: Ἀφ' ἧς ἐποχῆς μετεχειρίσθην τὴν θεραπείαν σας, ἡ ὑγεία μου ἀποκατεστάθη τελείως. Ἐκφράζω ὅθεν τὰς θερμοτέρας μου εὐχαριστίας διὰ τὴν ἐπιτυχῆ θεραπείαν. [842,1228,1078,1309]
article-text: Ὁ Δ. Μ. Πατσουράκης ἰατρὸς ἐπανῆλθεν ἐκ τοῦ ἐξωτερικοῦ καὶ δέχεται εἰς τὸ ἰατρεῖον του ὁδὸς Ἀκαδημίας 38. [834,361,1086,409]
article-text: Ἐν Ἀθήναις τῇ 10 Αὐγούστου 1912 [570,958,775,973]
article-title: ΟΙ ΕΛΩΔΕΙΣ ΠΥΡΕΤΟΙ [869,1454,1051,1471]
thanks-notice [834,1147,1086,1446]
article-text: Γνωστοποιεῖται τοῖς ἐνδιαφερομένοις ὅτι ἐκποιεῖται τὸ ἐμπορικὸν κατάστημα «Ἀδελφῶν Βαρβαρέσου» ἐν τῇ ὁδῷ Αἰόλου ἀριθ. 89, κατόπιν ἀποφάσεως τοῦ Πρωτοδικείου. [556,817,816,899]
column-rule [272,106,273,2246]
article-subtitle: ΤΟ ΑΠΕΛΠΙΣΤΙΚΟΝ ΓΡΑΜΜΑ [1118,930,1320,946]
article-text: Μετ' αὐτὸν ἀρχαιότερος τῶν λοιπῶν εἶνε ὁ ἔφορος ἐν Θεσσαλίᾳ κ. Ἀρβανιτόπουλος. [40,1259,264,1307]
article-text: — Βρίσκεσαι, κολλ. [296,720,412,735]
ad-footer: (Ἐκ τοῦ γραφείου τῆς Ἀτμ. Παπαλεονάρδου) [608,717,764,748]
article-text: Αὐτοὶ εἶνε οἱ συνήθεις διάλογοι τῶν φίλων μετὰ τὴν ἐπιστροφὴν ἀπὸ τὰς ἐξοχὰς τοῦ καλοκαιριοῦ. Ἡ πόλις ἀρχίζει νὰ γεμίζῃ πάλιν καὶ αἱ συζητήσεις ἀνανεώνονται εἰς τὰ καφενεῖα καὶ εἰς τὰς πλατείας. [282,741,538,839]
proclamation-date: Τρίκκαλα τῇ 15 Ἰουλίου 1912 [323,1718,497,1733]
article-text: Οἱ περισσότεροι τῶν ἀξιωματικῶν μὲ ὑπογραμματεὺς ἐφημερίδος διετέλεσαν τῶν ὑπουργείων ἐπὶ τῶν μεγάλων ἐπιχειρήσεων κατὰ τὸ παρελθὸν ἔτος. [40,1312,264,1394]
signature: ΤΟ ΧΕΛΙ [481,968,532,983]
article-subtitle: Η ΤΡΕΛΛΑ [1183,696,1255,712]
article-text: Ἀφοῦ διεπομπεύθησαν οἱ πολιτικοὶ τοῦ Δουνουλίας χάριν τῆς ἠθικῆς ἕως τώρα, τὰ πράγματα ἀνεστράφησαν. Χθὲς διεπομπεύθη εἷς ἐκ τῶν δικαστῶν. [282,184,538,249]
ad-body: Ἡ Ἀτμοπλοΐα Στεφ. Παπαλεονάρδου διαθέτει τὸ ταχύπλουν ἀτμόπλοιον αὐτῆς «ΑΜΦΙΤΡΙΤΗ» τὸ ὁποῖον θέλει ἀναχωρήσει τὴν προσεχῆ Τρίτην 14 Αὐγούστου εἰς Ὕδραν, Αἴγιναν, Πόρον καὶ Σπέτσας. [564,543,808,641]
article-text: Τὸ περιστατικὸν ἔχει σπουδαιότητα, ἐπειδὴ δεικνύει ὅτι ἡ λαϊκὴ τάξις ἀρχίζει νὰ διακρίνῃ τὸ δίκαιον ἀπὸ τὸ ἄδικον καὶ τοὺς τιμίους ἀπὸ τοὺς ἐπιτηδείους. [282,429,538,493]
column-5 [1104,222,1578,2246]
article-text: Κατὰ τὸν νόμον τὴν θέσιν θὰ καταλάβῃ ὁ ἀρχαιότερος τῶν ἐν ὑπηρεσίᾳ ἐφόρων, ὅστις εἶνε ὁ ἔφορος κ. Καββαδίας. [40,1134,264,1199]
news-of-the-day-header: ΕΙΔΗΣΕΙΣ ΤΗΣ ΗΜΕΡΑΣ [1200,108,1584,214]
article-text: Ἕνα ἀπὸ τὰ ὡραιότερα ἔθιμα τοῦ παλαιοῦ ἀθηναϊκοῦ λαοῦ ἦτο ἡ φωτιὰ τοῦ Ἁγίου Γιάννη. Ὅλη ἡ συνοικία ἐμαζεύετο γύρω ἀπὸ τὴν πυρὰν καὶ οἱ νέοι ἐπήδων ὑπεράνω τῶν φλογῶν ψάλλοντες. [282,1012,538,1093]
article-text: Ἄλλοι θεωροῦν τὴν ἐπιστροφὴν ὡς εὐτυχίαν, διότι ἡ πρωτεύουσα προσφέρει περισσοτέρας διασκεδάσεις. [282,915,538,963]
